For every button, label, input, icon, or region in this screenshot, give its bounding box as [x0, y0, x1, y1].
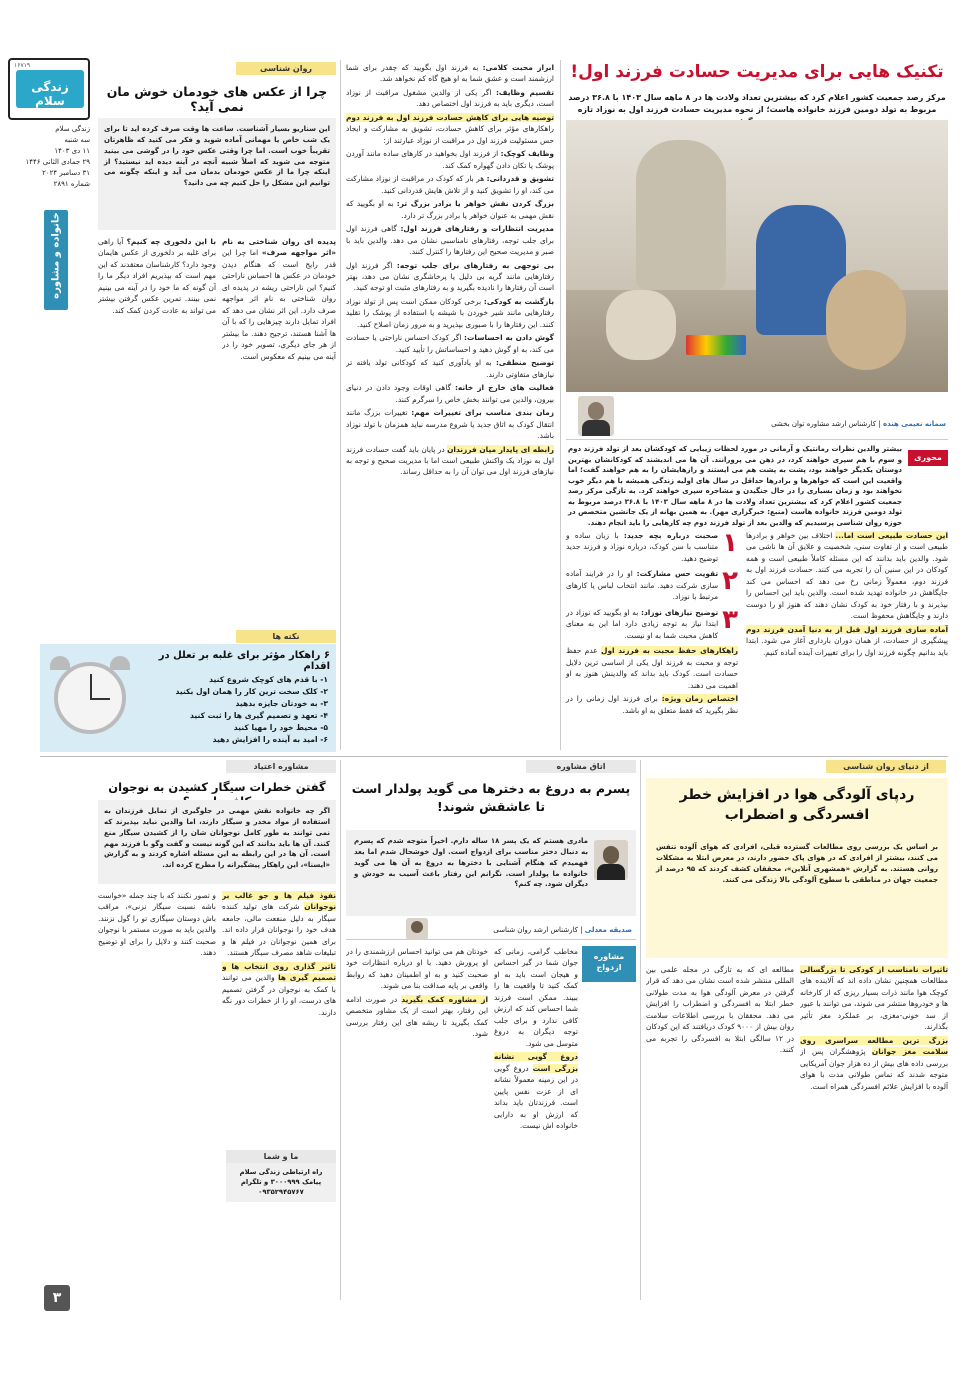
numbered-item — [566, 530, 738, 564]
photo-side-tag: روان شناسی — [236, 62, 336, 75]
item-text: به او بگویید که نوزاد در ابتدا نیاز به توجه زیادی دارد اما این به معنای کاهش محبت شما به او نیست. — [566, 607, 719, 640]
photo-father — [636, 140, 726, 290]
smoking-col-b — [98, 890, 216, 1140]
subhead: این حسادت طبیعی است اما... — [835, 531, 948, 540]
avatar-body — [582, 420, 610, 436]
photo-side-col-a — [222, 236, 336, 626]
paragraph: مطالعات همچنین نشان داده اند که آلاینده های کوچک هوا مانند ذرات بسیار ریزی که از کارخانه ها و خودروها منتشر می شوند، می توانند با عبور از سد خونی-مغزی، بر عملکرد مغز تأثیر بگذارند. — [800, 976, 948, 1032]
subhead: مدیریت انتظارات و رفتارهای فرزند اول: — [400, 224, 554, 234]
clock-hand — [90, 674, 92, 700]
paragraph: پیشگیری از حسادت، از همان دوران بارداری آغاز می شود. ابتدا باید بدانیم چگونه فرزند اول را برای تغییرات آینده آماده کنیم. — [746, 636, 948, 657]
logo-text: زندگی سلام — [31, 80, 69, 108]
subhead: وظایف کوچک: — [500, 149, 554, 159]
main-col-b-item — [566, 693, 738, 716]
consult-question: مادری هستم که یک پسر ۱۸ ساله دارم. اخیراً متوجه شدم که پسرم به دنبال دختر مناسب برای ازدواج است. اول خوشحال شدم اما بعد فهمیدم که هنگام آشنایی با دخترها به دروغ به آن ها می گوید خانواده ما پولدار است. نگرانم این رفتار باعث آسیب به خودش و دیگران شود. چه کنم؟ — [354, 837, 589, 889]
paragraph: به او یادآوری کنید که کودکانی تولد یافته تر نیازهای متفاوتی دارند. — [346, 358, 554, 379]
avatar-body — [597, 864, 625, 880]
section-vertical-label: خانواده و مشاوره — [50, 212, 62, 299]
author-name: صدیقه معدلی — [584, 926, 632, 934]
paragraph: اگر کودک احساس ناراحتی یا حسادت می کند، به او گوش دهید و احساساتش را تأیید کنید. — [346, 333, 554, 354]
focus-label: محوری — [908, 450, 948, 466]
photo-side-item — [98, 236, 216, 316]
tips-item: ۳- به خودتان جایزه بدهید — [235, 699, 328, 708]
consult-col-b — [346, 946, 488, 1296]
subhead: فعالیت های خارج از خانه: — [454, 383, 554, 393]
credit-separator: | — [876, 420, 881, 428]
subhead: اختصاص زمان ویژه: — [661, 694, 738, 704]
paragraph: دروغ گویی در این زمینه معمولاً نشانه ای از عزت نفس پایین است. فرزندتان باید بداند که ارزش او به دارایی خانواده اش نیست. — [494, 1063, 578, 1131]
subhead: بی توجهی به رفتارهای برای جلب توجه: — [396, 260, 554, 270]
author-role: کارشناس ارشد روان شناسی — [493, 926, 578, 934]
focus-box — [566, 442, 948, 526]
consult-author-avatar — [406, 918, 428, 940]
main-col-c-item — [346, 87, 554, 110]
item-text: با زبان ساده و متناسب با سن کودک، درباره نوزاد و فرزند جدید توضیح دهید. — [566, 531, 719, 563]
photo-toddler — [606, 290, 676, 360]
issue-info — [8, 124, 90, 190]
photo-side-title: چرا از عکس های خودمان خوش مان نمی آید؟ — [106, 84, 328, 114]
main-col-c-item — [346, 62, 554, 85]
paragraph: گاهی فرزند اول برای جلب توجه، رفتارهای نامناسبی نشان می دهد. والدین باید با صبر و مدیریت صحیح این رفتارها را کنترل کنند. — [346, 224, 554, 257]
subhead: زمان بندی مناسب برای تغییرات مهم: — [411, 408, 554, 418]
item-body — [566, 530, 718, 564]
item-body — [566, 607, 718, 641]
subhead: بزرگ ترین مطالعه سراسری روی سلامت مغز جوانان — [800, 1035, 948, 1057]
item-body — [566, 568, 718, 602]
main-col-c-item — [346, 112, 554, 146]
main-col-c-item — [346, 332, 554, 355]
paragraph: مطالعه ای که به تازگی در مجله علمی بین المللی منتشر شده است نشان می دهد که قرار گرفتن در معرض آلودگی هوا به مدت طولانی خطر ابتلا به افسردگی و اضطراب را افزایش می دهد. محققان با بررسی اطلاعات سلامت روان بیش از ۹۰۰۰ کودک دریافتند که این کودکان در ۱۲ سالگی ابتلا به افسردگی را تجربه می کنند. — [646, 965, 794, 1055]
contact-box — [226, 1150, 336, 1210]
paragraph: گاهی اوقات وجود دادن در دنیای بیرون، والدین می توانند بخش خاص را سرگرم کنند. — [346, 383, 554, 404]
main-title: تکنیک هایی برای مدیریت حسادت فرزند اول! — [570, 62, 944, 82]
divider — [340, 60, 341, 750]
subhead: رابطه ای پایدار میان فرزندان — [447, 444, 554, 454]
paragraph: اگر فرزند اول رفتارهایی مانند گریه بی دلیل یا پرخاشگری نشان می دهد، بهتر است آن رفتارها را نادیده بگیرید و به رفتارهای مثبت او توجه کنید. — [346, 260, 554, 293]
main-col-c-item — [346, 173, 554, 196]
paragraph: اگر یکی از والدین مشغول مراقبت از نوزاد است، دیگری باید به فرزند اول اختصاص دهد. — [346, 87, 554, 109]
paragraph: در صورت ادامه این رفتار، بهتر است از یک مشاور متخصص کمک بگیرید تا ریشه های این رفتار بررسی شود. — [346, 994, 488, 1039]
alarm-clock-picture — [46, 652, 138, 744]
subhead: تاثیر گذاری روی انتخاب ها و تصمیم گیری ها — [222, 961, 336, 983]
tips-tag: نکته ها — [236, 630, 336, 643]
paragraph: آیا راهی برای غلبه بر دلخوری از عکس هایمان وجود دارد؟ کارشناسان معتقدند که این مهم است که بپذیریم افراد دیگر ما را آن گونه که ما خود را در آینه می بینیم نمی بینند. تمرین عکس گرفتن بیشتر می تواند به عادت کردن کمک کند. — [98, 237, 216, 315]
photo-toys — [686, 335, 746, 355]
issue-line: ۳۱ دسامبر ۲۰۲۴ — [42, 169, 90, 177]
main-col-b-item — [566, 645, 738, 691]
consult-author-credit — [436, 926, 632, 934]
consult-asker-avatar — [594, 840, 628, 880]
page-number: ۳ — [52, 1290, 62, 1306]
main-col-c-item — [346, 382, 554, 405]
consult-item — [494, 946, 578, 1049]
masthead-code: ۱۶۷۱۹ — [14, 62, 31, 69]
consult-tag: اتاق مشاوره — [526, 760, 636, 773]
paragraph: تغییرات بزرگ مانند انتقال کودک به اتاق جدید یا شروع مدرسه نباید همزمان با تولد نوزاد باشد. — [346, 408, 554, 441]
subhead: از مشاوره کمک بگیرید — [401, 994, 488, 1004]
numbered-list — [566, 530, 738, 718]
main-col-a-item — [746, 624, 948, 658]
issue-line: ۲۹ جمادی الثانی ۱۴۴۶ — [25, 158, 90, 166]
item-number: ۱ — [722, 528, 738, 558]
subhead: پدیده ای روان شناختی به نام «اثر مواجهه صرف» — [222, 237, 336, 258]
smoking-tag: مشاوره اعتیاد — [226, 760, 336, 773]
avatar-head — [603, 846, 619, 864]
subhead: توصیه هایی برای کاهش حسادت فرزند اول به فرزند دوم — [346, 112, 554, 122]
main-col-c-item — [346, 296, 554, 330]
main-col-c-item — [346, 357, 554, 380]
main-col-c-item — [346, 198, 554, 221]
issue-line: شماره ۲۸۹۱ — [53, 180, 90, 188]
paragraph: پژوهشگران پس از بررسی داده های بیش از ده هزار جوان آمریکایی متوجه شدند که تماس طولانی مدت با هوای آلوده با افزایش علائم افسردگی همراه است. — [800, 1047, 948, 1091]
page-number-box — [44, 1285, 70, 1311]
pollution-item — [800, 964, 948, 1033]
consult-label: مشاوره ازدواج — [593, 952, 625, 973]
paragraph: اما چرا این قدر رایج است که هنگام دیدن خودمان در عکس ها احساس ناراحتی کنیم؟ این ناراحتی ریشه در پدیده ای روان شناختی به نام اثر مواجهه صرف دارد. این اثر نشان می دهد که افراد تمایل دارند چیزهایی را که با آن ها آشنا هستند، ترجیح دهند. ما بیشتر از هر جای دیگری، تصویر خود را در آینه می بینیم که معکوس است. — [222, 248, 336, 361]
issue-line: زندگی سلام — [55, 125, 90, 133]
tips-item: ۴- تعهد و تصمیم گیری ها را ثبت کنید — [190, 711, 328, 720]
paragraph: عدم حفظ توجه و محبت به فرزند اول یکی از اساسی ترین دلایل حسادت است. کودک باید بداند که والدینش هنوز به او اهمیت می دهند. — [566, 646, 738, 690]
pollution-tag: از دنیای روان شناسی — [826, 760, 946, 773]
paragraph: هر بار که کودک در مراقبت از نوزاد مشارکت می کند، او را تشویق کنید و از تلاش هایش قدردانی کنید. — [346, 174, 554, 195]
paragraph: راهکارهای مؤثر برای کاهش حسادت، تشویق به مشارکت و ایجاد حس مسئولیت فرزند اول در مراقبت از نوزاد عبارتند از: — [346, 124, 554, 145]
subhead: تاثیرات نامناسب از کودکی تا بزرگسالی — [800, 965, 948, 974]
tips-box — [40, 644, 336, 752]
main-col-c-item — [346, 444, 554, 478]
paragraph: برخی کودکان ممکن است پس از تولد نوزاد رفتارهایی مانند شیر خوردن با شیشه یا استفاده از پوشک را تقلید کنند. این رفتارها را با صبوری بپذیرید و به مرور زمان اصلاح کنید. — [346, 296, 554, 329]
pollution-lead: بر اساس یک بررسی روی مطالعات گسترده قبلی، افرادی که هوای آلوده تنفس می کنند، بیشتر از افرادی که در هوای پاک حضور دارند، در معرض ابتلا به مشکلات روانی هستند. به گزارش «همشهری آنلاین»، محققان کشف کردند که ۹۵ درصد از جمعیت جهان در مناطقی با سطوح آلودگی بالا زندگی می کنند. — [656, 843, 938, 884]
tips-item: ۶- امید به آینده را افزایش دهید — [212, 735, 328, 744]
smoking-item — [98, 890, 216, 959]
avatar-head — [411, 921, 423, 933]
item-head: توضیح نیازهای نوزاد: — [640, 607, 719, 617]
divider — [40, 756, 948, 757]
subhead: ابراز محبت کلامی: — [482, 63, 554, 72]
smoking-item — [222, 890, 336, 959]
main-col-c-item — [346, 148, 554, 171]
divider — [340, 760, 341, 1300]
smoking-item — [222, 961, 336, 1018]
tips-title: ۶ راهکار مؤثر برای غلبه بر تعلل در اقدام — [158, 650, 330, 672]
subhead: راهکارهای حفظ محبت به فرزند اول — [601, 646, 738, 656]
author-name: سمانه نعیمی هنده — [882, 420, 946, 428]
paragraph: به فرزند اول بگویید که چقدر برای شما ارزشمند است و عشق شما به او هیچ گاه کم نخواهد شد. — [346, 63, 554, 84]
paragraph: مخاطب گرامی، زمانی که جوان شما در گیر احساس و هیجان است باید به او کمک کنید تا واقعیت ها را ببیند. ممکن است فرزند شما احساس کند که ارزش کافی ندارد و برای جلب توجه دیگران به دروغ متوسل می شود. — [494, 947, 578, 1048]
main-lead: مرکز رصد جمعیت کشور اعلام کرد که بیشترین تعداد ولادت ها در ۸ ماهه سال ۱۴۰۳ با ۳۶.۸ درصد مربوط به تولد دومین فرزند خانواده هاست؛ از نحوه مدیریت حسادت فرزند اول به نوزاد تازه — [568, 93, 946, 114]
paragraph: در پایان باید گفت حسادت فرزند اول به نوزاد یک واکنش طبیعی است اما با مدیریت صحیح و توجه به نیازهای فرزند اول می توان آن را به حداقل رساند. — [346, 444, 554, 477]
tips-item: ۵- محیط خود را مهیا کنید — [233, 723, 328, 732]
numbered-item — [566, 604, 738, 641]
main-col-c-item — [346, 260, 554, 294]
smoking-lead-box — [98, 800, 336, 884]
subhead: آماده سازی فرزند اول قبل از به دنیا آمدن فرزند دوم — [746, 624, 948, 634]
main-col-c — [346, 62, 554, 752]
tips-item: ۱- با قدم های کوچک شروع کنید — [209, 675, 328, 684]
paragraph: خودتان هم می توانید احساس ارزشمندی را در او پرورش دهید. با او درباره انتظارات خود صحبت کنید و به او اطمینان دهید که روابط واقعی بر پایه صداقت بنا می شوند. — [346, 947, 488, 991]
main-col-c-item — [346, 407, 554, 441]
consult-item — [346, 946, 488, 992]
smoking-lead: اگر چه خانواده نقش مهمی در جلوگیری از تمایل فرزندان به استفاده از مواد مخدر و سیگار دارند، اما والدین نباید بپذیرند که نمی توانند به طور کامل نوجوانان شان را از کشیدن سیگار منع کنند. آن ها باید بدانند که این گونه نیست و گفت وگو با فرزند مهم است. آن ها در این رابطه به این مسئله اشاره کردند و به گزارش «ایسنا»، این راهکار پیشگیرانه را مطرح کرده اند. — [104, 807, 330, 870]
consult-label-box — [582, 946, 636, 982]
item-text: او را در فرایند آماده سازی شرکت دهید. مانند انتخاب لباس یا کارهای مرتبط با نوزاد. — [566, 569, 719, 602]
paragraph: اختلاف بین خواهر و برادرها طبیعی است و از تفاوت سنی، شخصیت و علایق آن ها ناشی می شود. والدین باید بدانند که این مسئله کاملاً طبیعی است و همه کودکان در این سنین آن را تجربه می کنند. حسادت فرزند اول به فرزند دوم، معمولاً زمانی رخ می دهد که احساس می کند جایگاهش در خانواده تهدید شده است. والدین باید این احساس را بپذیرند و با رفتار خود به کودک نشان دهند که هنوز او را دوست دارند و جایگاهش محفوظ است. — [746, 531, 948, 621]
subhead: نفوذ فیلم ها و جو غالب بر نوجوانان — [222, 891, 336, 912]
subhead: بازگشت به کودکی: — [483, 296, 554, 306]
section-vertical-band — [44, 210, 68, 310]
author-credit — [626, 420, 946, 428]
subhead: با این دلخوری چه کنیم؟ — [126, 237, 216, 246]
author-avatar — [578, 396, 614, 436]
tips-list — [142, 674, 328, 746]
credit-separator: | — [577, 926, 583, 934]
consult-item — [346, 994, 488, 1040]
item-number: ۲ — [722, 566, 738, 597]
pollution-col-a — [800, 964, 948, 1294]
main-col-a-item — [746, 530, 948, 622]
subhead: دروغ گویی نشانه بزرگی است — [494, 1052, 578, 1073]
main-photo — [566, 120, 948, 392]
item-head: تقویت حس مشارکت: — [636, 569, 719, 579]
pollution-item — [646, 964, 794, 1056]
numbered-item — [566, 568, 738, 602]
smoking-col-a — [222, 890, 336, 1290]
paragraph: از فرزند اول بخواهید در کارهای ساده مانند آوردن پوشک یا تکان دادن گهواره کمک کند. — [346, 149, 554, 170]
subhead: توضیح منطقی: — [495, 358, 554, 368]
pollution-item — [800, 1035, 948, 1092]
subhead: بزرگ کردن نقش خواهر یا برادر بزرگ تر: — [396, 199, 554, 209]
logo — [8, 58, 90, 120]
clock-bell — [110, 656, 130, 670]
photo-teddy-bear — [826, 270, 906, 370]
smoking-title: گفتن خطرات سیگار کشیدن به نوجوان — [108, 780, 326, 794]
subhead: تقسیم وظایف: — [495, 87, 554, 97]
pollution-title: ردپای آلودگی هوا در افزایش خطر افسردگی و اضطراب — [679, 787, 915, 823]
photo-side-lead-box — [98, 118, 336, 230]
consult-col-a — [494, 946, 578, 1296]
masthead — [8, 58, 90, 208]
photo-side-item — [222, 236, 336, 362]
consult-item — [494, 1051, 578, 1131]
paragraph: به او بگویید که نقش مهمی به عنوان خواهر یا برادر بزرگ تر دارد. — [346, 199, 554, 220]
divider — [640, 760, 641, 1300]
subhead: تشویق و قدردانی: — [486, 174, 554, 184]
clock-hand — [90, 698, 110, 700]
consult-author-bar — [346, 918, 636, 940]
tips-item: ۲- کلک سخت ترین کار را همان اول بکنید — [175, 687, 328, 696]
main-col-c-item — [346, 223, 554, 257]
pollution-header-box — [646, 778, 948, 958]
contact-tag: ما و شما — [226, 1150, 336, 1163]
photo-side-lead: این سناریو بسیار آشناست. ساعت ها وقت صرف کرده اید تا برای یک شب خاص یا مهمانی آماده شوید و فکر می کنید که ظاهرتان تقریباً خوب است. اما چرا وقتی عکس خود را در گوشی می بینید متوجه می شوید که اصلاً شبیه آنچه در آینه دیده اید نیستید؟ از اینکه چرا ما از عکس خودمان بدمان می آید و اینکه چگونه می توانیم این مشکل را حل کنیم چه می دانید؟ — [104, 125, 330, 188]
paragraph: و تصور نکنند که با چند جمله «خواست باشه نسبت سیگار نزنی»، مراقب باش دوستان سیگاری تو را گول نزنند. والدین باید به صورت مستمر با نوجوان صحبت کنند و دلایل را برای او توضیح دهند. — [98, 891, 216, 958]
main-col-a — [746, 530, 948, 660]
photo-side-col-b — [98, 236, 216, 626]
divider — [560, 60, 561, 750]
focus-text: بیشتر والدین نظرات رمانتیک و آرمانی در مورد لحظات زیبایی که کودکشان بعد از تولد فرزند دوم و سوم با هم سپری خواهند کرد، در ذهن می پرورانند. آن ها می اندیشند که کودکانشان بهترین دوستان یکدیگر خواهند بود، پشت به پشت هم می ایستند و رازهایشان را به هم خواهند گفت؛ اما واقعیت این است که خواهرها و برادرها حداقل در سال های اولیه زندگی همیشه با هم دیگر خوب نخواهند بود و زمان بسیاری را در حال جنگیدن و مشاجره سپری خواهند کرد. به تازگی مرکز رصد جمعیت کشور اعلام کرد که بیشترین تعداد ولادت ها در ۸ ماهه سال ۱۴۰۳ با ۳۶.۸ درصد مربوط به تولد دومین فرزند خانواده هاست (منبع: خبرگزاری مهر). به همین بهانه از یک جانشین متخصص در حوزه روان شناسی پرسیدیم که والدین بعد از تولد فرزند دوم چه کارهایی را باید انجام دهند. — [568, 445, 902, 527]
item-head: صحبت درباره بچه جدید: — [623, 531, 719, 540]
main-author-bar — [566, 392, 948, 440]
subhead: گوش دادن به احساسات: — [464, 333, 554, 343]
paragraph: برای فرزند اول زمانی را در نظر بگیرید که فقط متعلق به او باشد. — [566, 694, 738, 715]
item-number: ۳ — [722, 604, 738, 635]
clock-bell — [50, 656, 70, 670]
author-role: کارشناس ارشد مشاوره توان بخشی — [771, 420, 877, 428]
consult-title: پسرم به دروغ به دخترها می گوید پولدار است تا عاشقش شوند! — [351, 781, 631, 814]
issue-line: ۱۱ دی ۱۴۰۳ — [54, 147, 90, 155]
issue-line: سه شنبه — [64, 136, 90, 144]
consult-question-box — [346, 830, 636, 916]
paragraph: والدین می توانند با کمک به نوجوان در گرفتن تصمیم های درست، او را از خطرات دور نگه دارند. — [222, 973, 336, 1017]
paragraph: شرکت های تولید کننده سیگار به دلیل منفعت مالی، جامعه هدف خود را نوجوانان قرار داده اند. برای همین نوجوانان در فیلم ها و تبلیغات شاهد مصرف سیگار هستند. — [222, 902, 336, 958]
contact-text: راه ارتباطی زندگی سلام پیامک ۳۰۰۰۹۹۹ و تلگرام ۰۹۳۵۲۹۴۵۷۶۷ — [226, 1163, 336, 1202]
pollution-col-b — [646, 964, 794, 1294]
avatar-head — [588, 402, 604, 420]
